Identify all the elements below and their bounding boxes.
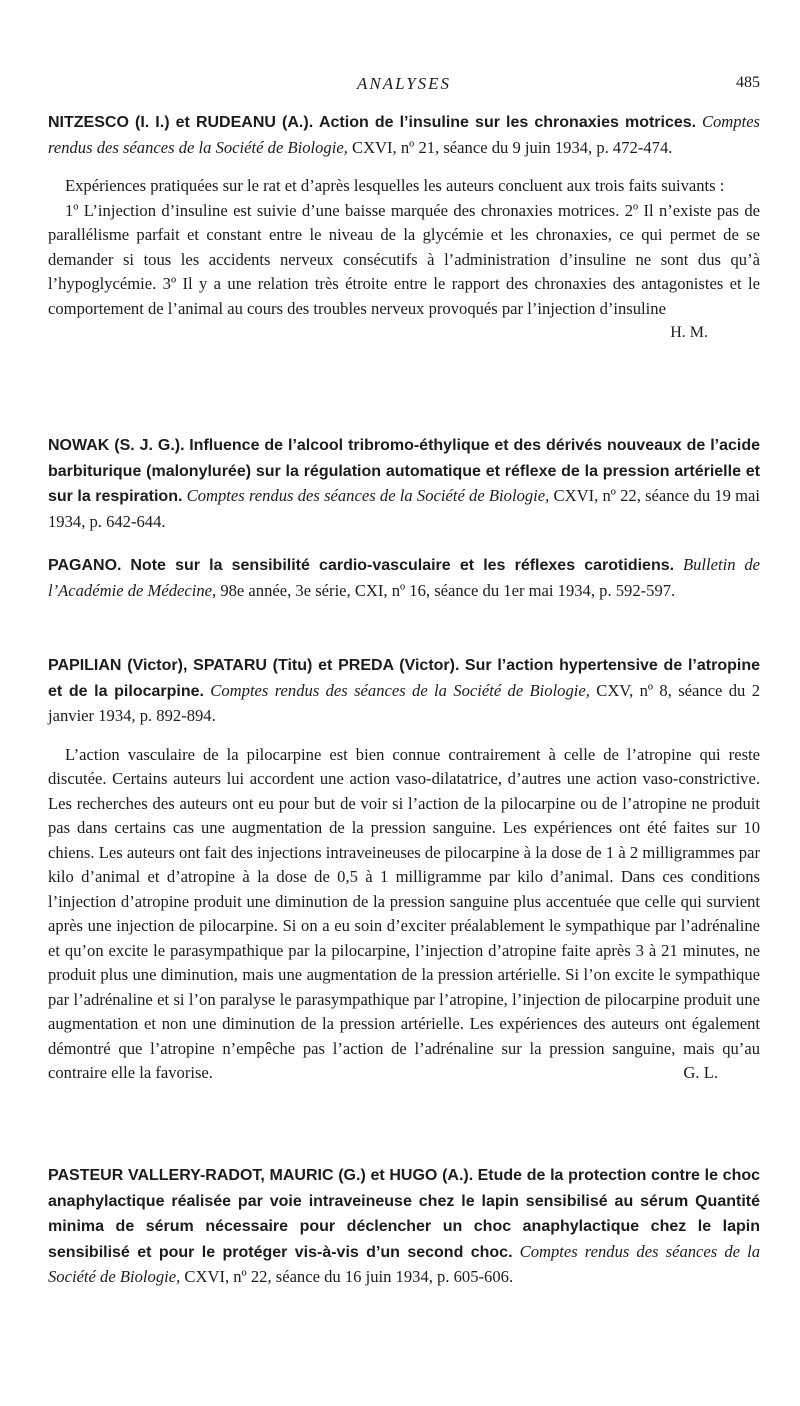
page-header [48,74,760,96]
entry-heading [48,653,760,729]
entry-citation: CXV, nº 8, séance du 2 janvier 1934, p. 892-894. [48,680,760,725]
entry-heading [48,110,760,160]
entry-authors: NITZESCO (I. I.) et RUDEANU (A.). [48,114,314,131]
entry-source: Comptes rendus des séances de la Société de Biologie, [210,680,590,700]
entry-source: Bulletin de l’Académie de Médecine, [48,555,761,600]
entry-title: Action de l’insuline sur les chronaxies motrices. [318,114,697,131]
abstract-entry [48,653,760,1086]
entry-citation: 98e année, 3e série, CXI, nº 16, séance du 1er mai 1934, p. 592-597. [220,580,676,600]
entry-authors: PASTEUR VALLERY-RADOT, MAURIC (G.) et HUGO (A.). [48,1167,474,1184]
entry-paragraph-text: L’action vasculaire de la pilocarpine est bien connue contrairement à celle de l’atropine qui reste discutée. Certains auteurs lui accordent une action vaso-dilatatrice, d’autres une action vaso-constrictive. Les recherches des auteurs ont eu pour but de voir si l’action de la pilocarpine ou de l’atropine ne produit pas dans certains cas une augmentation de la pression sanguine. Les expériences ont été faites sur 10 chiens. Les auteurs ont fait des injections intraveineuses de pilocarpine à la dose de 1 à 2 milligrammes par kilo d’animal et d’atropine à la dose de 0,5 à 1 milligramme par kilo d’animal. Dans ces conditions l’injection d’atropine produit une diminution de la pression sanguine plus accentuée que celle qui survient après une injection de pilocarpine. Si on a eu soin d’exciter préalablement le sympathique par l’adrénaline et qu’on excite le parasympathique par la pilocarpine, l’injection d’atropine faite après 3 à 21 minutes, ne produit plus une diminution, mais une augmentation de la pression artérielle. Si l’on excite le sympathique par l’adrénaline et si l’on paralyse le parasympathique par l’atropine, l’injection de pilocarpine produit une augmentation et non une diminution de la pression artérielle. Les expériences des auteurs ont également démontré que l’atropine n’empêche pas l’action de l’adrénaline sur la pression sanguine, mais qu’au contraire elle la favorise. [48,744,760,1082]
entry-title: Influence de l’alcool tribromo-éthylique et des dérivés nouveaux de l’acide barbiturique (malonylurée) sur la régulation automatique et réflexe de la pression artérielle et sur la respiration. [48,437,761,505]
entry-citation: CXVI, nº 21, séance du 9 juin 1934, p. 472-474. [352,137,673,157]
entry-source: Comptes rendus des séances de la Société de Biologie, [48,1241,760,1286]
entry-paragraph: Expériences pratiquées sur le rat et d’après lesquelles les auteurs concluent aux trois faits suivants : [65,176,725,195]
abstract-entry [48,433,760,534]
entry-authors: PAGANO. [48,557,122,574]
entry-authors: NOWAK (S. J. G.). [48,437,185,454]
entry-heading [48,1163,760,1290]
abstract-entry [48,1163,760,1290]
entry-paragraph: 1º L’injection d’insuline est suivie d’une baisse marquée des chronaxies motrices. 2º Il n’existe pas de parallélisme parfait et constant entre le niveau de la glycémie et les chronaxies, ce qui permet de se demander si tous les accidents nerveux consécutifs à l’administration d’insuline ne sont dus qu’à l’hypoglycémie. 3º Il y a une relation très étroite entre le rapport des chronaxies des antagonistes et le comportement de l’animal au cours des troubles nerveux provoqués par l’injection d’insuline [48,200,760,318]
entry-authors: PAPILIAN (Victor), SPATARU (Titu) et PREDA (Victor). [48,657,460,674]
entry-heading [48,553,760,603]
entry-source: Comptes rendus des séances de la Société de Biologie, [186,486,550,505]
entry-signature: H. M. [670,324,708,341]
entry-title: Etude de la protection contre le choc anaphylactique réalisée par voie intraveineuse chez le lapin sensibilisé au sérum Quantité minima de sérum nécessaire pour déclencher un choc anaphylactique chez le lapin sensibilisé et pour le protéger vis-à-vis d’un second choc. [48,1167,761,1261]
entry-citation: CXVI, nº 22, séance du 19 mai 1934, p. 642-644. [48,486,761,531]
entry-heading [48,433,760,534]
entry-title: Sur l’action hypertensive de l’atropine et de la pilocarpine. [48,657,760,700]
running-title: ANALYSES [356,74,452,93]
entry-paragraph [48,743,760,1086]
entry-citation: CXVI, nº 22, séance du 16 juin 1934, p. 605-606. [184,1267,514,1286]
entry-title: Note sur la sensibilité cardio-vasculaire et les réflexes carotidiens. [130,557,675,574]
entry-signature: G. L. [683,1063,718,1082]
abstract-entry [48,553,760,603]
page-number: 485 [736,74,760,91]
entry-source: Comptes rendus des séances de la Société de Biologie, [48,112,761,157]
abstract-entry [48,110,760,346]
